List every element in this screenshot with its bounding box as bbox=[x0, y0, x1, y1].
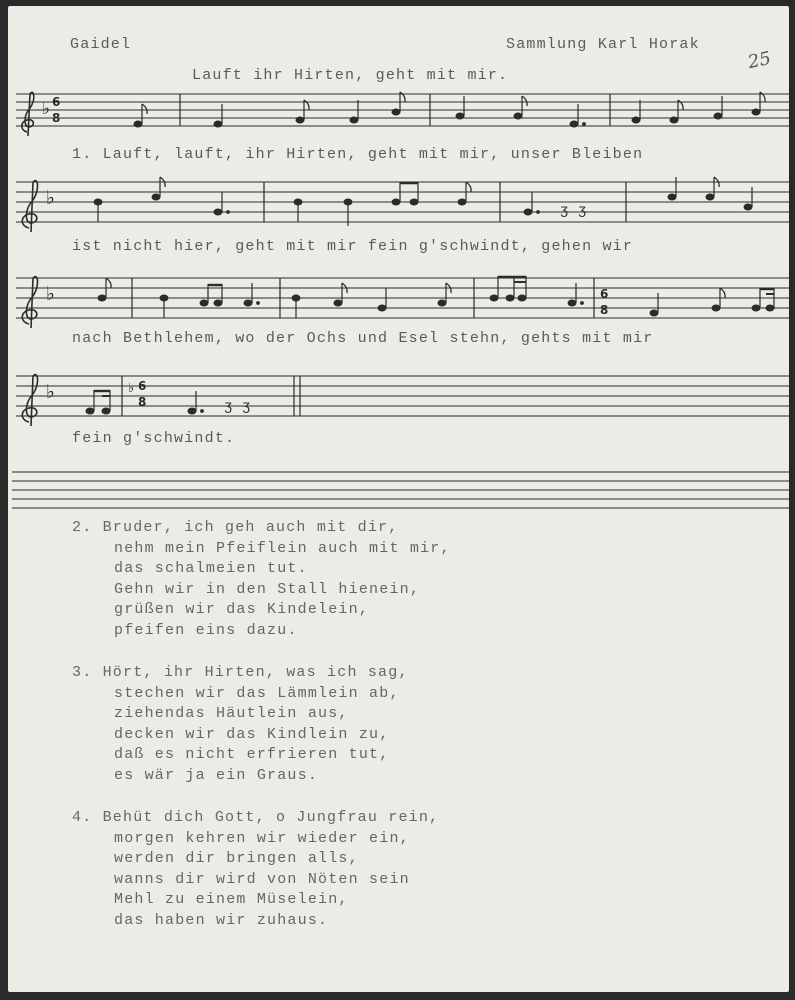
verse-line: pfeifen eins dazu. bbox=[114, 621, 298, 639]
verse-line: daß es nicht erfrieren tut, bbox=[114, 746, 390, 763]
verse-line: es wär ja ein Graus. bbox=[114, 766, 319, 784]
verse-line: das haben wir zuhaus. bbox=[114, 911, 329, 929]
verse-line: das schalmeien tut. bbox=[114, 560, 308, 577]
verse-line: Mehl zu einem Müselein, bbox=[114, 891, 349, 908]
collection-label: Sammlung Karl Horak bbox=[506, 36, 700, 53]
lyrics-line-2: ist nicht hier, geht mit mir fein g'schwindt, gehen wir bbox=[72, 238, 634, 255]
page-number: 25 bbox=[746, 47, 773, 74]
verse-line: 3. Hört, ihr Hirten, was ich sag, bbox=[72, 664, 409, 681]
region-label: Gaidel bbox=[70, 36, 132, 53]
svg-text:ʒ: ʒ bbox=[560, 203, 569, 219]
verse-line: Gehn wir in den Stall hienein, bbox=[114, 580, 421, 598]
svg-text:6: 6 bbox=[138, 379, 147, 393]
verse-line: werden dir bringen alls, bbox=[114, 850, 359, 867]
music-staff-3 bbox=[12, 270, 790, 330]
music-staff-2 bbox=[12, 174, 790, 234]
treble-clef-icon bbox=[22, 92, 34, 136]
svg-text:ʒ: ʒ bbox=[578, 203, 587, 219]
music-staff-1 bbox=[12, 90, 790, 136]
verse-line: morgen kehren wir wieder ein, bbox=[114, 829, 410, 847]
verse-2 bbox=[72, 518, 451, 641]
lyrics-line-3: nach Bethlehem, wo der Ochs und Esel stehn, gehts mit mir bbox=[72, 330, 654, 347]
verse-line: wanns dir wird von Nöten sein bbox=[114, 870, 410, 888]
svg-text:6: 6 bbox=[600, 287, 609, 301]
lyrics-line-1: 1. Lauft, lauft, ihr Hirten, geht mit mir, unser Bleiben bbox=[72, 146, 644, 163]
svg-text:8: 8 bbox=[600, 303, 609, 317]
song-title: Lauft ihr Hirten, geht mit mir. bbox=[192, 67, 509, 84]
verse-line: nehm mein Pfeiflein auch mit mir, bbox=[114, 539, 451, 557]
svg-text:ʒ: ʒ bbox=[224, 399, 233, 415]
svg-text:6: 6 bbox=[52, 95, 61, 109]
verse-4 bbox=[72, 808, 451, 931]
svg-text:ʒ: ʒ bbox=[242, 399, 251, 415]
verse-line: decken wir das Kindlein zu, bbox=[114, 725, 390, 743]
verse-line: 4. Behüt dich Gott, o Jungfrau rein, bbox=[72, 809, 440, 826]
svg-text:8: 8 bbox=[52, 111, 61, 125]
verse-line: ziehendas Häutlein aus, bbox=[114, 705, 349, 722]
svg-text:8: 8 bbox=[138, 395, 147, 409]
verse-line: 2. Bruder, ich geh auch mit dir, bbox=[72, 519, 399, 536]
verse-line: grüßen wir das Kindelein, bbox=[114, 601, 370, 618]
music-staff-4 bbox=[12, 368, 790, 428]
empty-staff bbox=[12, 468, 790, 512]
svg-text:♭: ♭ bbox=[128, 381, 135, 396]
svg-text:♭: ♭ bbox=[46, 283, 55, 305]
flat-icon: ♭ bbox=[42, 99, 51, 119]
verse-3 bbox=[72, 663, 451, 786]
verse-line: stechen wir das Lämmlein ab, bbox=[114, 684, 400, 702]
svg-text:♭: ♭ bbox=[46, 381, 55, 403]
lyrics-line-4: fein g'schwindt. bbox=[72, 430, 236, 447]
svg-text:♭: ♭ bbox=[46, 187, 55, 209]
verses bbox=[72, 518, 451, 953]
song-sheet bbox=[8, 6, 789, 992]
